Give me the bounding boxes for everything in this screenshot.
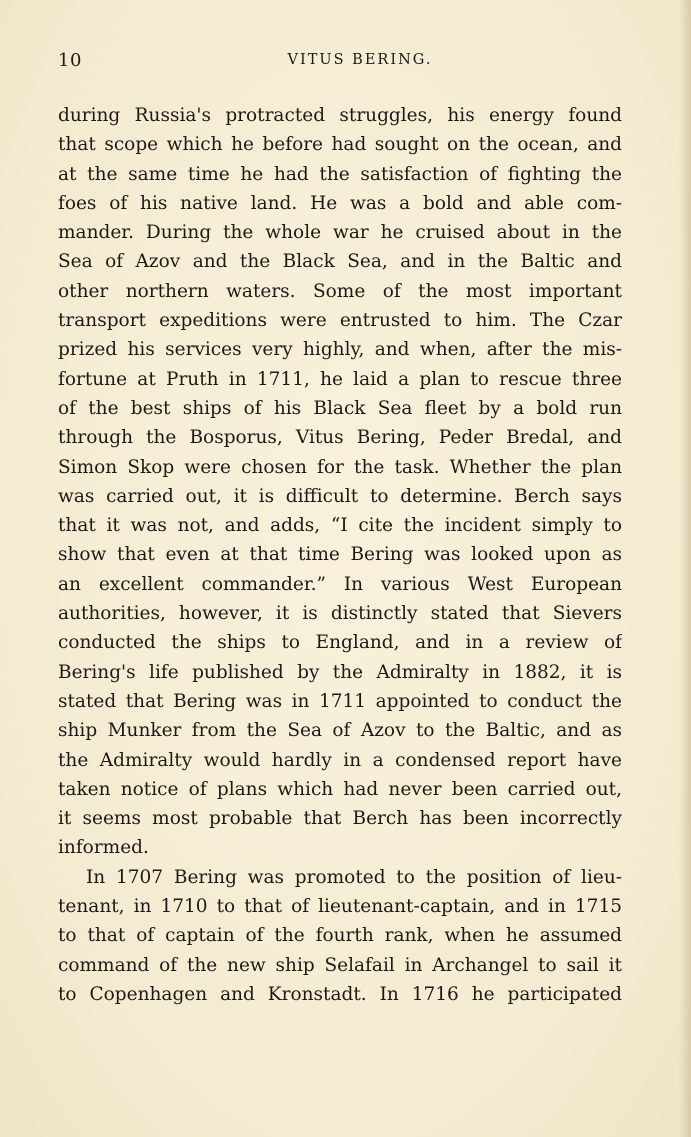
running-title: VITUS BERING.	[287, 52, 433, 68]
text-line: it seems most probable that Berch has been incorrectly	[58, 808, 622, 830]
text-line: command of the new ship Selafail in Archangel to sail it	[58, 954, 622, 976]
page-edge-shadow	[679, 0, 691, 1137]
text-line: tenant, in 1710 to that of lieutenant-captain, and in 1715	[58, 896, 622, 918]
running-head	[58, 50, 622, 74]
text-line: to that of captain of the fourth rank, when he assumed	[58, 925, 622, 947]
text-line: to Copenhagen and Kronstadt. In 1716 he participated	[58, 983, 622, 1005]
text-line: fortune at Pruth in 1711, he laid a plan to rescue three	[58, 368, 622, 390]
body-text	[58, 101, 622, 1009]
text-line: Sea of Azov and the Black Sea, and in the Baltic and	[58, 251, 622, 273]
text-line: other northern waters. Some of the most important	[58, 280, 622, 302]
text-line: taken notice of plans which had never been carried out,	[58, 778, 622, 800]
text-line: of the best ships of his Black Sea fleet by a bold run	[58, 397, 622, 419]
text-line: that scope which he before had sought on the ocean, and	[58, 134, 622, 156]
text-line: Simon Skop were chosen for the task. Whether the plan	[58, 456, 622, 478]
text-line: ship Munker from the Sea of Azov to the Baltic, and as	[58, 720, 622, 742]
text-line: authorities, however, it is distinctly stated that Sievers	[58, 603, 622, 625]
text-line: the Admiralty would hardly in a condensed report have	[58, 749, 622, 771]
text-line: through the Bosporus, Vitus Bering, Peder Bredal, and	[58, 427, 622, 449]
text-line: that it was not, and adds, “I cite the incident simply to	[58, 515, 622, 537]
text-line: Bering's life published by the Admiralty in 1882, it is	[58, 661, 622, 683]
text-line: was carried out, it is difficult to determine. Berch says	[58, 485, 622, 507]
text-line: prized his services very highly, and when, after the mis-	[58, 339, 622, 361]
text-line: mander. During the whole war he cruised about in the	[58, 222, 622, 244]
text-line: foes of his native land. He was a bold and able com-	[58, 192, 622, 214]
text-line: show that even at that time Bering was looked upon as	[58, 544, 622, 566]
text-line: during Russia's protracted struggles, his energy found	[58, 105, 622, 126]
text-line: transport expeditions were entrusted to him. The Czar	[58, 310, 622, 332]
page-number: 10	[58, 50, 82, 71]
text-line-paragraph-start: In 1707 Bering was promoted to the position of lieu-	[86, 866, 622, 888]
text-line-paragraph-end: informed.	[58, 837, 149, 859]
text-line: an excellent commander.” In various West European	[58, 573, 622, 595]
text-line: conducted the ships to England, and in a review of	[58, 632, 622, 654]
text-line: at the same time he had the satisfaction of fighting the	[58, 163, 622, 185]
text-line: stated that Bering was in 1711 appointed to conduct the	[58, 690, 622, 712]
